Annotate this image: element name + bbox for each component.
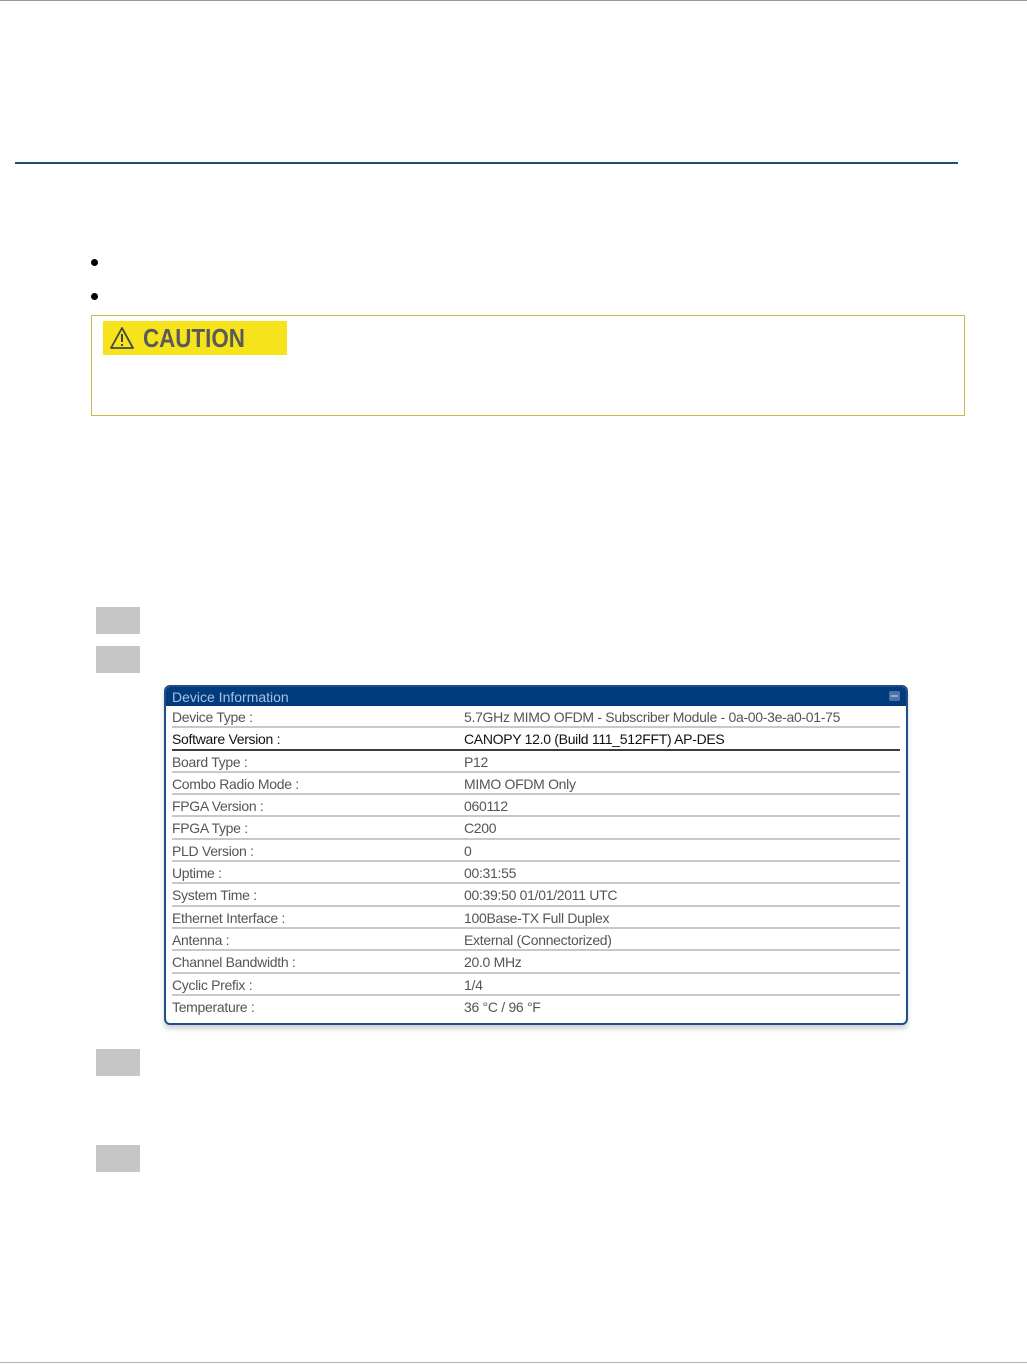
row-value: MIMO OFDM Only: [464, 775, 576, 792]
table-row: [172, 907, 900, 929]
caution-label: CAUTION: [143, 322, 245, 353]
table-row: [172, 951, 900, 973]
row-value: 1/4: [464, 976, 483, 993]
row-label: Device Type :: [172, 709, 253, 725]
table-row: [172, 773, 900, 795]
table-row: [172, 974, 900, 996]
page-bottom-rule: [0, 1362, 1027, 1363]
row-value: 00:39:50 01/01/2011 UTC: [464, 887, 618, 904]
bullet-point: [91, 293, 98, 300]
table-row: [172, 884, 900, 906]
row-value: External (Connectorized): [464, 931, 612, 948]
row-value: CANOPY 12.0 (Build 111_512FFT) AP-DES: [464, 731, 725, 748]
row-value: P12: [464, 753, 489, 770]
panel-header: [166, 687, 906, 706]
row-value: 100Base-TX Full Duplex: [464, 909, 610, 926]
row-value: 00:31:55: [464, 865, 517, 882]
row-label: PLD Version :: [172, 842, 254, 859]
table-row: [172, 706, 900, 728]
row-label: Combo Radio Mode :: [172, 775, 299, 792]
device-information-panel: [164, 685, 908, 1025]
row-label: Board Type :: [172, 753, 248, 770]
row-value: 5.7GHz MIMO OFDM - Subscriber Module - 0a-00-3e-a0-01-75: [464, 709, 841, 725]
row-label: Uptime :: [172, 865, 222, 882]
table-row: [172, 728, 900, 750]
row-value: 060112: [464, 798, 508, 815]
table-row: [172, 862, 900, 884]
row-value: 0: [464, 842, 472, 859]
section-heading-rule: [15, 162, 958, 164]
row-value: 36 °C / 96 °F: [464, 998, 541, 1015]
table-row: [172, 929, 900, 951]
row-label: Software Version :: [172, 731, 281, 748]
info-table: [166, 706, 906, 1018]
row-label: FPGA Version :: [172, 798, 264, 815]
table-row: [172, 817, 900, 839]
table-row: [172, 840, 900, 862]
step-marker: [96, 1145, 140, 1172]
collapse-icon[interactable]: [889, 691, 900, 701]
row-value: C200: [464, 820, 497, 837]
panel-title: Device Information: [172, 688, 289, 705]
row-label: FPGA Type :: [172, 820, 248, 837]
row-label: Channel Bandwidth :: [172, 954, 296, 971]
caution-box: [91, 315, 965, 416]
page-top-rule: [0, 0, 1027, 1]
row-label: Cyclic Prefix :: [172, 976, 253, 993]
row-label: Antenna :: [172, 931, 230, 948]
table-row: [172, 751, 900, 773]
warning-triangle-icon: [109, 326, 135, 350]
row-value: 20.0 MHz: [464, 954, 522, 971]
bullet-point: [91, 259, 98, 266]
row-label: System Time :: [172, 887, 257, 904]
step-marker: [96, 646, 140, 673]
row-label: Ethernet Interface :: [172, 909, 286, 926]
step-marker: [96, 1049, 140, 1076]
caution-banner: [103, 321, 287, 355]
step-marker: [96, 607, 140, 634]
table-row: [172, 795, 900, 817]
row-label: Temperature :: [172, 998, 255, 1015]
table-row: [172, 996, 900, 1018]
